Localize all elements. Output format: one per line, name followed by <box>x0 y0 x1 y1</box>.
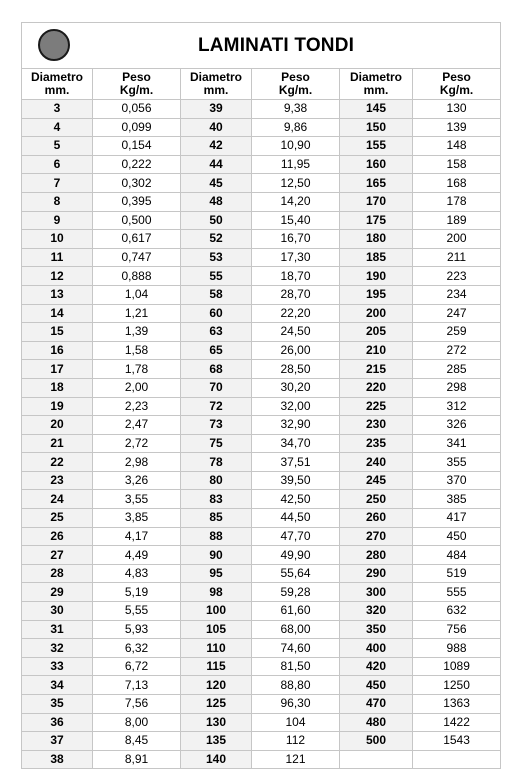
peso-cell: 8,91 <box>93 750 181 769</box>
peso-cell: 32,90 <box>252 416 340 435</box>
diametro-cell: 33 <box>22 657 93 676</box>
peso-cell: 5,19 <box>93 583 181 602</box>
diametro-cell: 18 <box>22 378 93 397</box>
header-peso: Peso Kg/m. <box>93 69 181 100</box>
peso-cell: 0,395 <box>93 192 181 211</box>
peso-cell: 450 <box>413 527 501 546</box>
peso-cell: 312 <box>413 397 501 416</box>
diametro-cell: 25 <box>22 509 93 528</box>
peso-cell: 112 <box>252 732 340 751</box>
peso-cell: 0,617 <box>93 230 181 249</box>
peso-cell: 3,55 <box>93 490 181 509</box>
diametro-cell: 75 <box>181 434 252 453</box>
diametro-cell: 195 <box>340 285 413 304</box>
peso-cell: 148 <box>413 137 501 156</box>
diametro-cell: 78 <box>181 453 252 472</box>
peso-cell: 285 <box>413 360 501 379</box>
peso-cell: 7,13 <box>93 676 181 695</box>
diametro-cell: 90 <box>181 546 252 565</box>
diametro-cell: 230 <box>340 416 413 435</box>
page-title: LAMINATI TONDI <box>197 34 355 56</box>
peso-cell: 355 <box>413 453 501 472</box>
peso-cell: 1,39 <box>93 323 181 342</box>
peso-cell: 2,23 <box>93 397 181 416</box>
diametro-cell: 220 <box>340 378 413 397</box>
diametro-cell: 470 <box>340 695 413 714</box>
header-peso: Peso Kg/m. <box>252 69 340 100</box>
peso-cell: 0,056 <box>93 100 181 119</box>
table-row <box>22 583 501 602</box>
diametro-cell: 120 <box>181 676 252 695</box>
diametro-cell: 500 <box>340 732 413 751</box>
diametro-cell: 150 <box>340 118 413 137</box>
diametro-cell: 12 <box>22 267 93 286</box>
table-row <box>22 155 501 174</box>
table-row <box>22 174 501 193</box>
table-row <box>22 657 501 676</box>
table-row <box>22 416 501 435</box>
table-row <box>22 546 501 565</box>
diametro-cell: 320 <box>340 602 413 621</box>
diametro-cell: 21 <box>22 434 93 453</box>
table-row <box>22 211 501 230</box>
peso-cell: 272 <box>413 341 501 360</box>
diametro-cell: 70 <box>181 378 252 397</box>
diametro-cell: 250 <box>340 490 413 509</box>
diametro-cell: 30 <box>22 602 93 621</box>
table-row <box>22 360 501 379</box>
peso-cell: 28,70 <box>252 285 340 304</box>
diametro-cell: 19 <box>22 397 93 416</box>
diametro-cell: 27 <box>22 546 93 565</box>
diametro-cell: 170 <box>340 192 413 211</box>
diametro-cell: 52 <box>181 230 252 249</box>
peso-cell: 49,90 <box>252 546 340 565</box>
diametro-cell: 68 <box>181 360 252 379</box>
peso-cell: 28,50 <box>252 360 340 379</box>
peso-cell: 74,60 <box>252 639 340 658</box>
diametro-cell: 23 <box>22 471 93 490</box>
diametro-cell: 290 <box>340 564 413 583</box>
peso-cell: 1363 <box>413 695 501 714</box>
peso-cell: 104 <box>252 713 340 732</box>
peso-cell: 2,98 <box>93 453 181 472</box>
peso-cell: 17,30 <box>252 248 340 267</box>
diametro-cell: 39 <box>181 100 252 119</box>
diametro-cell: 14 <box>22 304 93 323</box>
table-row <box>22 732 501 751</box>
peso-cell: 519 <box>413 564 501 583</box>
table-row <box>22 509 501 528</box>
diametro-cell: 135 <box>181 732 252 751</box>
diametro-cell: 55 <box>181 267 252 286</box>
diametro-cell: 11 <box>22 248 93 267</box>
diametro-cell: 53 <box>181 248 252 267</box>
peso-cell: 259 <box>413 323 501 342</box>
peso-cell: 298 <box>413 378 501 397</box>
diametro-cell: 480 <box>340 713 413 732</box>
table-row <box>22 471 501 490</box>
diametro-cell: 22 <box>22 453 93 472</box>
table-row <box>22 323 501 342</box>
diametro-cell: 34 <box>22 676 93 695</box>
peso-cell: 385 <box>413 490 501 509</box>
peso-cell: 5,93 <box>93 620 181 639</box>
peso-cell: 130 <box>413 100 501 119</box>
diametro-cell: 115 <box>181 657 252 676</box>
table-row <box>22 267 501 286</box>
diametro-cell: 105 <box>181 620 252 639</box>
peso-cell: 10,90 <box>252 137 340 156</box>
title-row <box>22 23 501 69</box>
table-row <box>22 527 501 546</box>
diametro-cell: 13 <box>22 285 93 304</box>
diametro-cell: 8 <box>22 192 93 211</box>
diametro-cell: 63 <box>181 323 252 342</box>
table-row <box>22 304 501 323</box>
peso-cell: 39,50 <box>252 471 340 490</box>
table-row <box>22 602 501 621</box>
diametro-cell: 125 <box>181 695 252 714</box>
diametro-cell: 400 <box>340 639 413 658</box>
diametro-cell: 5 <box>22 137 93 156</box>
diametro-cell: 6 <box>22 155 93 174</box>
diametro-cell: 17 <box>22 360 93 379</box>
title-cell <box>22 23 501 69</box>
peso-cell: 96,30 <box>252 695 340 714</box>
table-row <box>22 285 501 304</box>
peso-cell: 55,64 <box>252 564 340 583</box>
diametro-cell: 88 <box>181 527 252 546</box>
peso-cell: 81,50 <box>252 657 340 676</box>
diametro-cell: 180 <box>340 230 413 249</box>
diametro-cell: 245 <box>340 471 413 490</box>
diametro-cell: 50 <box>181 211 252 230</box>
diametro-cell: 95 <box>181 564 252 583</box>
header-peso: Peso Kg/m. <box>413 69 501 100</box>
diametro-cell: 350 <box>340 620 413 639</box>
diametro-cell: 260 <box>340 509 413 528</box>
peso-cell: 0,154 <box>93 137 181 156</box>
peso-cell: 15,40 <box>252 211 340 230</box>
diametro-cell: 160 <box>340 155 413 174</box>
table-row <box>22 453 501 472</box>
diametro-cell: 4 <box>22 118 93 137</box>
diametro-cell: 35 <box>22 695 93 714</box>
diametro-cell: 110 <box>181 639 252 658</box>
peso-cell: 37,51 <box>252 453 340 472</box>
diametro-cell: 7 <box>22 174 93 193</box>
peso-cell: 200 <box>413 230 501 249</box>
peso-cell: 0,302 <box>93 174 181 193</box>
peso-cell: 234 <box>413 285 501 304</box>
peso-cell: 61,60 <box>252 602 340 621</box>
diametro-cell: 185 <box>340 248 413 267</box>
peso-cell: 158 <box>413 155 501 174</box>
diametro-cell: 32 <box>22 639 93 658</box>
peso-cell: 68,00 <box>252 620 340 639</box>
peso-cell: 247 <box>413 304 501 323</box>
diametro-cell: 73 <box>181 416 252 435</box>
peso-cell: 6,32 <box>93 639 181 658</box>
diametro-cell: 165 <box>340 174 413 193</box>
peso-cell: 1,21 <box>93 304 181 323</box>
peso-cell: 341 <box>413 434 501 453</box>
peso-cell: 8,00 <box>93 713 181 732</box>
diametro-cell: 80 <box>181 471 252 490</box>
peso-cell: 24,50 <box>252 323 340 342</box>
peso-cell: 1543 <box>413 732 501 751</box>
diametro-cell: 3 <box>22 100 93 119</box>
peso-cell: 5,55 <box>93 602 181 621</box>
peso-cell: 30,20 <box>252 378 340 397</box>
diametro-cell: 140 <box>181 750 252 769</box>
peso-cell: 1,04 <box>93 285 181 304</box>
diametro-cell: 270 <box>340 527 413 546</box>
diametro-cell: 420 <box>340 657 413 676</box>
diametro-cell: 38 <box>22 750 93 769</box>
peso-cell: 6,72 <box>93 657 181 676</box>
peso-cell: 168 <box>413 174 501 193</box>
peso-cell: 1,78 <box>93 360 181 379</box>
peso-cell <box>413 750 501 769</box>
diametro-cell: 280 <box>340 546 413 565</box>
diametro-cell: 130 <box>181 713 252 732</box>
diametro-cell: 175 <box>340 211 413 230</box>
table-row <box>22 434 501 453</box>
diametro-cell: 36 <box>22 713 93 732</box>
peso-cell: 139 <box>413 118 501 137</box>
peso-cell: 26,00 <box>252 341 340 360</box>
diametro-cell: 225 <box>340 397 413 416</box>
diametro-cell: 155 <box>340 137 413 156</box>
peso-cell: 988 <box>413 639 501 658</box>
table-row <box>22 397 501 416</box>
header-diametro: Diametro mm. <box>22 69 93 100</box>
header-diametro: Diametro mm. <box>340 69 413 100</box>
peso-cell: 3,85 <box>93 509 181 528</box>
peso-cell: 0,099 <box>93 118 181 137</box>
peso-cell: 2,47 <box>93 416 181 435</box>
diametro-cell: 240 <box>340 453 413 472</box>
filled-circle-icon <box>38 29 70 61</box>
table-row <box>22 118 501 137</box>
header-diametro: Diametro mm. <box>181 69 252 100</box>
peso-cell: 4,17 <box>93 527 181 546</box>
table-row <box>22 713 501 732</box>
peso-cell: 0,747 <box>93 248 181 267</box>
diametro-cell: 26 <box>22 527 93 546</box>
peso-cell: 1,58 <box>93 341 181 360</box>
peso-cell: 211 <box>413 248 501 267</box>
peso-cell: 18,70 <box>252 267 340 286</box>
diametro-cell: 98 <box>181 583 252 602</box>
peso-cell: 1250 <box>413 676 501 695</box>
peso-cell: 189 <box>413 211 501 230</box>
diametro-cell: 40 <box>181 118 252 137</box>
peso-cell: 223 <box>413 267 501 286</box>
table-row <box>22 695 501 714</box>
peso-cell: 3,26 <box>93 471 181 490</box>
table-row <box>22 378 501 397</box>
diametro-cell: 16 <box>22 341 93 360</box>
diametro-cell: 235 <box>340 434 413 453</box>
diametro-cell: 9 <box>22 211 93 230</box>
diametro-cell: 83 <box>181 490 252 509</box>
peso-cell: 1422 <box>413 713 501 732</box>
diametro-cell: 31 <box>22 620 93 639</box>
peso-cell: 756 <box>413 620 501 639</box>
diametro-cell: 29 <box>22 583 93 602</box>
diametro-cell: 210 <box>340 341 413 360</box>
table-row <box>22 100 501 119</box>
peso-cell: 9,38 <box>252 100 340 119</box>
peso-cell: 11,95 <box>252 155 340 174</box>
peso-cell: 8,45 <box>93 732 181 751</box>
table-row <box>22 639 501 658</box>
table-row <box>22 750 501 769</box>
table-row <box>22 564 501 583</box>
table-row <box>22 248 501 267</box>
diametro-cell: 215 <box>340 360 413 379</box>
peso-cell: 88,80 <box>252 676 340 695</box>
peso-cell: 4,83 <box>93 564 181 583</box>
diametro-cell: 65 <box>181 341 252 360</box>
peso-cell: 484 <box>413 546 501 565</box>
diametro-cell: 205 <box>340 323 413 342</box>
diametro-cell: 44 <box>181 155 252 174</box>
diametro-cell: 10 <box>22 230 93 249</box>
peso-cell: 370 <box>413 471 501 490</box>
peso-cell: 4,49 <box>93 546 181 565</box>
table-row <box>22 192 501 211</box>
peso-cell: 14,20 <box>252 192 340 211</box>
table-row <box>22 490 501 509</box>
diametro-cell: 145 <box>340 100 413 119</box>
peso-cell: 0,222 <box>93 155 181 174</box>
laminati-tondi-table <box>21 22 501 769</box>
peso-cell: 16,70 <box>252 230 340 249</box>
diametro-cell: 190 <box>340 267 413 286</box>
diametro-cell: 450 <box>340 676 413 695</box>
table-row <box>22 676 501 695</box>
diametro-cell: 100 <box>181 602 252 621</box>
diametro-cell: 300 <box>340 583 413 602</box>
table-row <box>22 620 501 639</box>
peso-cell: 12,50 <box>252 174 340 193</box>
diametro-cell: 24 <box>22 490 93 509</box>
peso-cell: 417 <box>413 509 501 528</box>
table-row <box>22 341 501 360</box>
diametro-cell: 20 <box>22 416 93 435</box>
peso-cell: 7,56 <box>93 695 181 714</box>
diametro-cell: 48 <box>181 192 252 211</box>
peso-cell: 9,86 <box>252 118 340 137</box>
peso-cell: 1089 <box>413 657 501 676</box>
peso-cell: 555 <box>413 583 501 602</box>
header-row <box>22 69 501 100</box>
peso-cell: 44,50 <box>252 509 340 528</box>
table-row <box>22 230 501 249</box>
diametro-cell: 200 <box>340 304 413 323</box>
peso-cell: 2,72 <box>93 434 181 453</box>
diametro-cell: 45 <box>181 174 252 193</box>
peso-cell: 34,70 <box>252 434 340 453</box>
peso-cell: 59,28 <box>252 583 340 602</box>
diametro-cell: 42 <box>181 137 252 156</box>
peso-cell: 32,00 <box>252 397 340 416</box>
diametro-cell <box>340 750 413 769</box>
peso-cell: 121 <box>252 750 340 769</box>
diametro-cell: 72 <box>181 397 252 416</box>
peso-cell: 326 <box>413 416 501 435</box>
peso-cell: 22,20 <box>252 304 340 323</box>
diametro-cell: 37 <box>22 732 93 751</box>
peso-cell: 0,888 <box>93 267 181 286</box>
diametro-cell: 15 <box>22 323 93 342</box>
peso-cell: 42,50 <box>252 490 340 509</box>
peso-cell: 2,00 <box>93 378 181 397</box>
peso-cell: 632 <box>413 602 501 621</box>
diametro-cell: 85 <box>181 509 252 528</box>
peso-cell: 178 <box>413 192 501 211</box>
peso-cell: 0,500 <box>93 211 181 230</box>
diametro-cell: 58 <box>181 285 252 304</box>
diametro-cell: 28 <box>22 564 93 583</box>
peso-cell: 47,70 <box>252 527 340 546</box>
table-row <box>22 137 501 156</box>
diametro-cell: 60 <box>181 304 252 323</box>
